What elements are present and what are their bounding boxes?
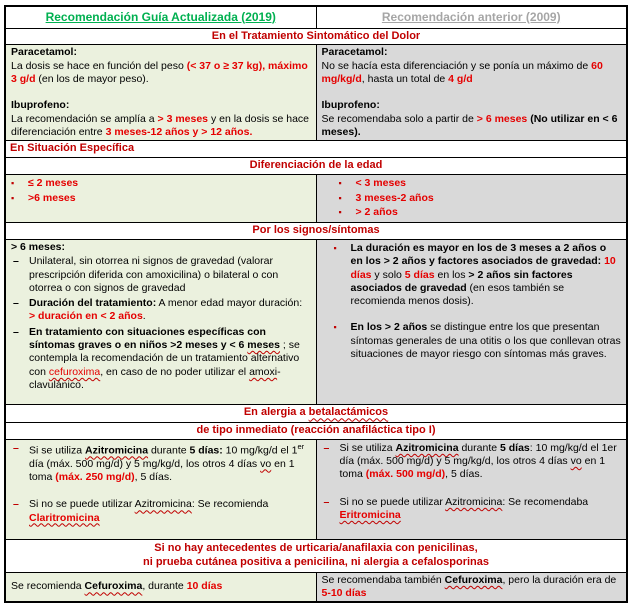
edad-item-label: > 2 años [355, 206, 398, 219]
list-item [13, 255, 311, 295]
edad-item-label: 3 meses-2 años [355, 191, 434, 204]
list-item [11, 192, 311, 206]
section-title-situacion: En Situación Específica [5, 141, 627, 158]
square-bullet-icon: ▪ [11, 192, 15, 203]
dolor-cell-2019 [5, 45, 316, 141]
section-signos-row [5, 239, 627, 404]
dash-bullet-icon: – [323, 441, 330, 454]
signos-cell-2009 [316, 239, 627, 404]
azitromicina-item-text: Si no se puede utilizar Azitromicina: Se recomendaba Eritromicina [339, 495, 589, 522]
signos-item-text: En los > 2 años se distingue entre los que presentan síntomas generales de una otitis o los que conllevan otras situaciones de mayor riesgo con síntomas más graves. [350, 321, 621, 361]
azitromicina-cell-2009 [316, 439, 627, 539]
section-edad-row [5, 175, 627, 223]
azitromicina-item-text: Si se utiliza Azitromicina durante 5 días: 10 mg/kg/d el 1er día (máx. 500 mg/d) y 5 mg/kg/d, los otros 4 días vo en 1 toma (máx. 500 mg/d), 5 días. [339, 441, 617, 481]
list-item [13, 442, 311, 484]
nohay-line-2: ni prueba cutánea positiva a penicilina, ni alergia a cefalosporinas [142, 555, 489, 568]
dash-bullet-icon: – [13, 325, 19, 338]
square-bullet-icon: ▪ [333, 242, 337, 253]
edad-item-label: ≤ 2 meses [28, 177, 79, 190]
square-bullet-icon: ▪ [11, 178, 15, 189]
cefuroxima-cell-2009 [316, 572, 627, 602]
dash-bullet-icon: – [13, 297, 19, 310]
list-item [339, 192, 622, 206]
signos-cell-2019 [5, 239, 316, 404]
ibuprofeno-text: Se recomendaba solo a partir de > 6 meses (No utilizar en < 6 meses). [321, 112, 618, 139]
dash-bullet-icon: – [13, 498, 19, 511]
dash-bullet-icon: – [13, 441, 19, 454]
section-azitromicina-row [5, 439, 627, 539]
column-header-2009 [316, 6, 627, 28]
list-item [322, 242, 622, 309]
azitromicina-item-text: Si no se puede utilizar Azitromicina: Se recomienda Claritromicina [29, 498, 269, 524]
comparison-table [4, 5, 628, 603]
list-item [324, 496, 622, 523]
list-item [322, 321, 622, 361]
section-dolor-row [5, 45, 627, 141]
list-item [339, 177, 622, 191]
cefuroxima-cell-2019 [5, 572, 316, 602]
list-item [339, 206, 622, 220]
section-title-signos: Por los signos/síntomas [5, 222, 627, 239]
square-bullet-icon: ▪ [338, 192, 342, 203]
square-bullet-icon: ▪ [338, 178, 342, 189]
list-item [324, 442, 622, 482]
header-2009-label: Recomendación anterior (2009) [381, 9, 561, 24]
azitromicina-cell-2019 [5, 439, 316, 539]
edad-item-label: >6 meses [28, 191, 76, 204]
paracetamol-label: Paracetamol: [321, 46, 388, 59]
section-alergia-title2-row [5, 422, 627, 439]
section-title-alergia-2: de tipo inmediato (reacción anafiláctica tipo I) [5, 422, 627, 439]
square-bullet-icon: ▪ [338, 207, 342, 218]
edad-cell-2009 [316, 175, 627, 223]
signos-item-text: La duración es mayor en los de 3 meses a 2 años o en los > 2 años y factores asociados de gravedad: 10 días y solo 5 días en los > 2 años sin factores asociados de gravedad (en esos también se recomienda menos dosis). [350, 241, 616, 308]
square-bullet-icon: ▪ [333, 322, 337, 333]
section-edad-title-row [5, 158, 627, 175]
signos-item-text: Unilateral, sin otorrea ni signos de gravedad (valorar prescripción diferida con amoxicilina) o bilateral o con otorrea o con signos de gravedad [29, 255, 279, 294]
list-item [13, 326, 311, 393]
list-item [13, 297, 311, 324]
section-alergia-title1-row [5, 404, 627, 422]
cefuroxima-text: Se recomienda Cefuroxima, durante 10 días [11, 580, 223, 593]
section-title-nohay [5, 539, 627, 572]
list-item [13, 498, 311, 525]
section-title-dolor: En el Tratamiento Sintomático del Dolor [5, 28, 627, 45]
paracetamol-label: Paracetamol: [11, 46, 77, 59]
dash-bullet-icon: – [323, 495, 330, 508]
azitromicina-item-text: Si se utiliza Azitromicina durante 5 días: 10 mg/kg/d el 1er día (máx. 500 mg/d) y 5 mg/kg/d, los otros 4 días vo en 1 toma (máx. 250 mg/d), 5 días. [29, 441, 305, 483]
section-signos-title-row [5, 222, 627, 239]
section-title-edad: Diferenciación de la edad [5, 158, 627, 175]
edad-item-label: < 3 meses [355, 177, 407, 190]
cefuroxima-text: Se recomendaba también Cefuroxima, pero la duración era de 5-10 días [321, 573, 617, 600]
dolor-cell-2009 [316, 45, 627, 141]
ibuprofeno-text: La recomendación se amplía a > 3 meses y en la dosis se hace diferenciación entre 3 meses-12 años y > 12 años. [11, 112, 310, 139]
section-situacion-title-row [5, 141, 627, 158]
signos-item-text: Duración del tratamiento: A menor edad mayor duración: > duración en < 2 años. [29, 297, 303, 323]
header-row [5, 6, 627, 28]
section-cefuroxima-row [5, 572, 627, 602]
dash-bullet-icon: – [13, 255, 19, 268]
section-dolor-title-row [5, 28, 627, 45]
header-2019-label: Recomendación Guía Actualizada (2019) [45, 9, 276, 24]
column-header-2019 [5, 6, 316, 28]
section-title-alergia-1: En alergia a betalactámicos [5, 404, 627, 422]
ibuprofeno-label: Ibuprofeno: [11, 99, 70, 112]
ibuprofeno-label: Ibuprofeno: [321, 99, 380, 112]
list-item [11, 177, 311, 191]
edad-cell-2019 [5, 175, 316, 223]
paracetamol-text: La dosis se hace en función del peso (< 37 o ≥ 37 kg), máximo 3 g/d (en los de mayor peso). [11, 59, 308, 86]
section-nohay-title-row [5, 539, 627, 572]
signos-item-text: En tratamiento con situaciones específicas con síntomas graves o en niños >2 meses y < 6 meses ; se contempla la recomendación de un tratamiento alternativo con cefuroxima, en caso de no poder utilizar el amoxi-clavulánico. [29, 325, 300, 392]
nohay-line-1: Si no hay antecedentes de urticaria/anafilaxia con penicilinas, [154, 541, 478, 554]
signos-heading: > 6 meses: [11, 240, 65, 253]
paracetamol-text: No se hacía esta diferenciación y se ponía un máximo de 60 mg/kg/d, hasta un total de 4 g/d [321, 59, 603, 86]
